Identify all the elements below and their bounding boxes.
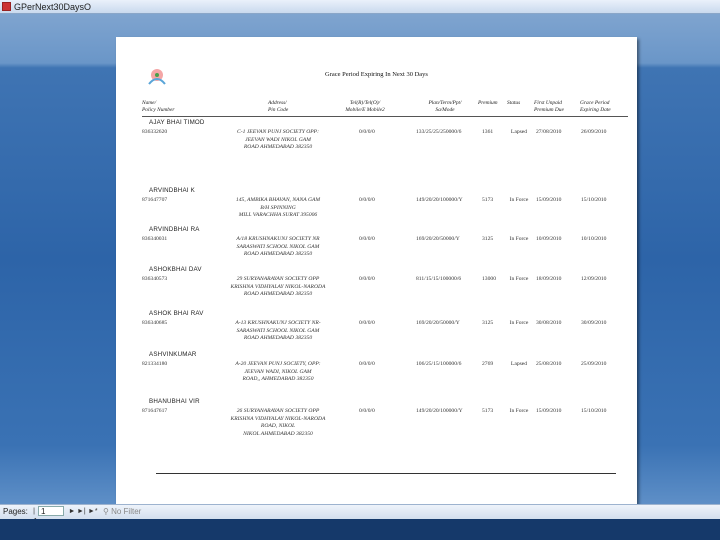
header-grace-date: Grace Period Expiring Date: [580, 100, 611, 113]
report-title: Grace Period Expiring In Next 30 Days: [325, 71, 428, 78]
address-line: NIKOL AHMEDABAD 382350: [243, 430, 313, 437]
address-block: [212, 276, 344, 299]
premium-amount: 3125: [482, 320, 494, 326]
premium-amount: 5173: [482, 408, 494, 414]
status-bar: [0, 519, 720, 540]
record-name: BHANUBHAI VIR: [149, 398, 200, 405]
page-number-input[interactable]: 1: [38, 506, 64, 516]
last-page-button[interactable]: ►|: [77, 508, 86, 515]
header-plan: Plan/Term/Ppt/ Sa/Mode: [428, 100, 462, 113]
address-line: 145, AMBIKA BHAVAN, NANA GAM: [235, 197, 321, 203]
address-line: KRISHNA VIDHYALAY NIKOL-NARODA: [230, 415, 326, 422]
telephone: 0/0/0/0: [359, 236, 375, 242]
record-name: ARVINDBHAI K: [149, 187, 195, 194]
address-line: ROAD AHMEDABAD 382350: [243, 335, 313, 342]
policy-number: 871647707: [142, 197, 168, 203]
grace-expiry-date: 15/10/2010: [581, 197, 607, 203]
plan-term-sa: 811/15/15/100000/6: [416, 276, 462, 282]
address-line: SARASWATI SCHOOL NIKOL GAM: [236, 327, 320, 334]
header-tel: Tel(R)/Tel(O)/ Mobile/E Mobile2: [345, 100, 385, 113]
pages-label: Pages:: [3, 507, 28, 516]
premium-amount: 2769: [482, 361, 494, 367]
header-divider: [142, 116, 628, 117]
plan-term-sa: 169/20/20/50000/Y: [416, 320, 460, 326]
address-line: 26 SURYANARAYAN SOCIETY OPP: [236, 408, 320, 414]
address-line: KRISHNA VIDHYALAY NIKOL-NARODA: [230, 283, 326, 290]
address-line: ROAD,, AHMEDABAD 382350: [242, 376, 314, 383]
window-title: GPerNext30DaysO: [14, 1, 92, 12]
first-unpaid-date: 27/08/2010: [536, 129, 562, 135]
address-line: ROAD, NIKOL: [260, 423, 296, 430]
record-name: ARVINDBHAI RA: [149, 226, 200, 233]
address-line: JEEVAN WADI, NIKOL GAM: [244, 368, 312, 375]
record-name: ASHOKBHAI DAV: [149, 266, 202, 273]
policy-status: Lapsed: [510, 361, 528, 367]
plan-term-sa: 149/20/20/100000/Y: [416, 197, 463, 203]
policy-number: 836340573: [142, 276, 168, 282]
telephone: 0/0/0/0: [359, 320, 375, 326]
premium-amount: 1361: [482, 129, 494, 135]
address-line: B/H SPINNING: [260, 204, 296, 211]
plan-term-sa: 149/20/20/100000/Y: [416, 408, 463, 414]
header-address: Address/ Pin Code: [268, 100, 289, 113]
address-block: [212, 320, 344, 343]
header-name-policy: Name/ Policy Number: [142, 100, 175, 113]
grace-expiry-date: 30/09/2010: [581, 320, 607, 326]
header-status: Status: [507, 100, 521, 106]
policy-number: 836340031: [142, 236, 168, 242]
address-line: A-20 JEEVAN PUNJ SOCIETY, OPP:: [235, 361, 321, 367]
first-unpaid-date: 15/09/2010: [536, 197, 562, 203]
address-block: [212, 197, 344, 220]
footer-divider: [156, 473, 616, 474]
address-line: ROAD AHMEDABAD 382350: [243, 144, 313, 151]
first-unpaid-date: 10/09/2010: [536, 236, 562, 242]
new-page-button[interactable]: ►*: [88, 508, 98, 515]
address-line: ROAD AHMEDABAD 382350: [243, 251, 313, 258]
telephone: 0/0/0/0: [359, 361, 375, 367]
first-unpaid-date: 18/09/2010: [536, 276, 562, 282]
policy-status: In Force: [509, 408, 529, 414]
address-line: ROAD AHMEDABAD 382350: [243, 291, 313, 298]
report-page: [116, 37, 637, 512]
grace-expiry-date: 26/09/2010: [581, 129, 607, 135]
address-block: [212, 361, 344, 384]
next-page-button[interactable]: ►: [68, 508, 76, 515]
plan-term-sa: 106/25/15/100000/6: [416, 361, 462, 367]
premium-amount: 13000: [482, 276, 496, 282]
record-navigation-bar: [0, 504, 720, 519]
address-block: [212, 408, 344, 438]
policy-number: 871647617: [142, 408, 168, 414]
report-workspace: [0, 14, 720, 504]
plan-term-sa: 133/25/25/250000/6: [416, 129, 462, 135]
address-line: A/18 KRUSHNAKUNJ SOCIETY NR: [236, 236, 320, 242]
filter-indicator[interactable]: ⚲ No Filter: [103, 507, 142, 516]
record-name: AJAY BHAI TIMOD: [149, 119, 205, 126]
first-page-button[interactable]: |: [33, 508, 35, 515]
address-line: SARASWATI SCHOOL NIKOL GAM: [236, 243, 320, 250]
plan-term-sa: 169/20/20/50000/Y: [416, 236, 460, 242]
record-name: ASHVINKUMAR: [149, 351, 197, 358]
grace-expiry-date: 15/10/2010: [581, 408, 607, 414]
policy-status: Lapsed: [510, 129, 528, 135]
title-bar: [0, 0, 720, 14]
telephone: 0/0/0/0: [359, 129, 375, 135]
address-line: 29 SURYANARAYAN SOCIETY OPP: [236, 276, 320, 282]
premium-amount: 3125: [482, 236, 494, 242]
address-block: [212, 236, 344, 259]
telephone: 0/0/0/0: [359, 197, 375, 203]
address-line: C-1 JEEVAN PUNJ SOCIETY OPP:: [237, 129, 319, 135]
policy-status: In Force: [509, 276, 529, 282]
premium-amount: 5173: [482, 197, 494, 203]
record-name: ASHOK BHAI RAV: [149, 310, 204, 317]
filter-icon: ⚲: [103, 507, 109, 516]
report-icon: [2, 2, 11, 11]
address-line: MILL VARACHHA SURAT 395006: [238, 212, 318, 219]
header-first-unpaid: First Unpaid Premium Due: [534, 100, 564, 113]
telephone: 0/0/0/0: [359, 408, 375, 414]
first-unpaid-date: 25/08/2010: [536, 361, 562, 367]
address-line: A-13 KRUSHNAKUNJ SOCIETY NR-: [235, 320, 321, 326]
policy-status: In Force: [509, 197, 529, 203]
address-line: JEEVAN WADI NIKOL GAM: [245, 136, 311, 143]
grace-expiry-date: 10/10/2010: [581, 236, 607, 242]
first-unpaid-date: 15/09/2010: [536, 408, 562, 414]
policy-number: 821334180: [142, 361, 168, 367]
policy-status: In Force: [509, 320, 529, 326]
telephone: 0/0/0/0: [359, 276, 375, 282]
header-premium: Premium: [478, 100, 498, 106]
policy-number: 836332620: [142, 129, 168, 135]
first-unpaid-date: 30/08/2010: [536, 320, 562, 326]
policy-status: In Force: [509, 236, 529, 242]
policy-number: 836340685: [142, 320, 168, 326]
address-block: [212, 129, 344, 152]
grace-expiry-date: 25/09/2010: [581, 361, 607, 367]
grace-expiry-date: 12/09/2010: [581, 276, 607, 282]
